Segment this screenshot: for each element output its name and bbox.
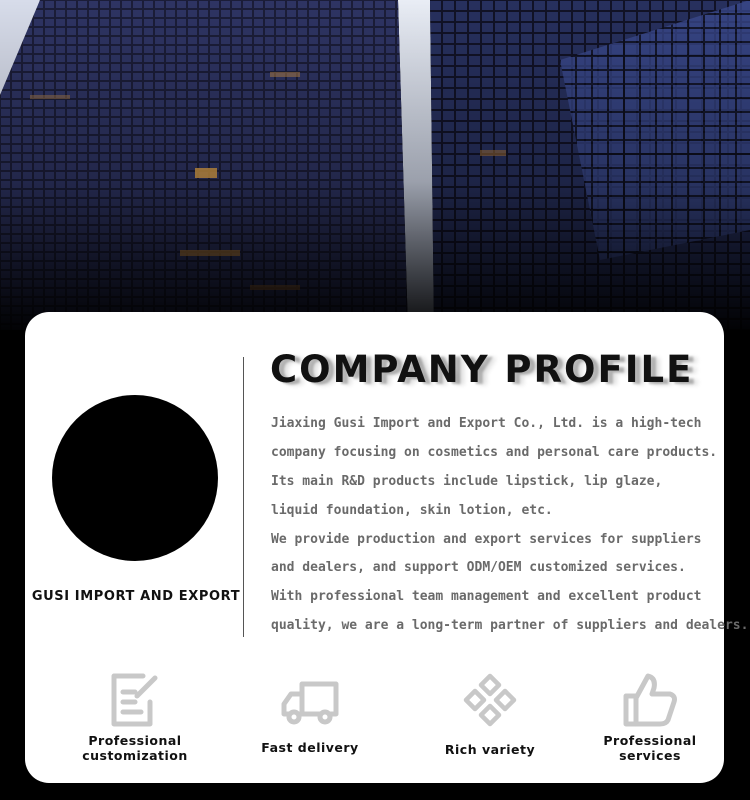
feature-label: Professional services <box>603 733 697 763</box>
feature-label: Rich variety <box>444 742 536 757</box>
feature-label: Professional customization <box>82 733 188 763</box>
brand-name: GUSI IMPORT AND EXPORT <box>31 589 241 604</box>
section-title: COMPANY PROFILE <box>270 348 694 391</box>
feature-label: Fast delivery <box>261 740 359 755</box>
company-profile-card <box>25 312 749 783</box>
description-line: company focusing on cosmetics and personal care products. <box>271 444 718 460</box>
delivery-truck-icon <box>280 670 340 730</box>
description-line: With professional team management and excellent product <box>271 589 702 605</box>
company-logo-circle <box>52 395 218 561</box>
description-line: We provide production and export services for suppliers <box>271 531 702 547</box>
skyline-hero-image <box>0 0 750 330</box>
description-line: Its main R&D products include lipstick, lip glaze, <box>271 473 663 489</box>
company-description <box>271 410 749 641</box>
description-line: liquid foundation, skin lotion, etc. <box>271 502 553 518</box>
description-line: and dealers, and support ODM/OEM customized services. <box>271 560 686 576</box>
diamond-grid-icon <box>460 670 520 730</box>
description-line: Jiaxing Gusi Import and Export Co., Ltd. is a high-tech <box>271 416 702 431</box>
feature-rich-variety <box>410 670 570 770</box>
feature-professional-services <box>570 670 730 770</box>
edit-document-icon <box>105 670 165 730</box>
feature-fast-delivery <box>230 670 390 770</box>
feature-professional-customization <box>55 670 215 770</box>
description-line: quality, we are a long-term partner of suppliers and dealers. <box>271 618 749 634</box>
thumbs-up-icon <box>620 670 680 730</box>
vertical-divider <box>243 357 244 637</box>
